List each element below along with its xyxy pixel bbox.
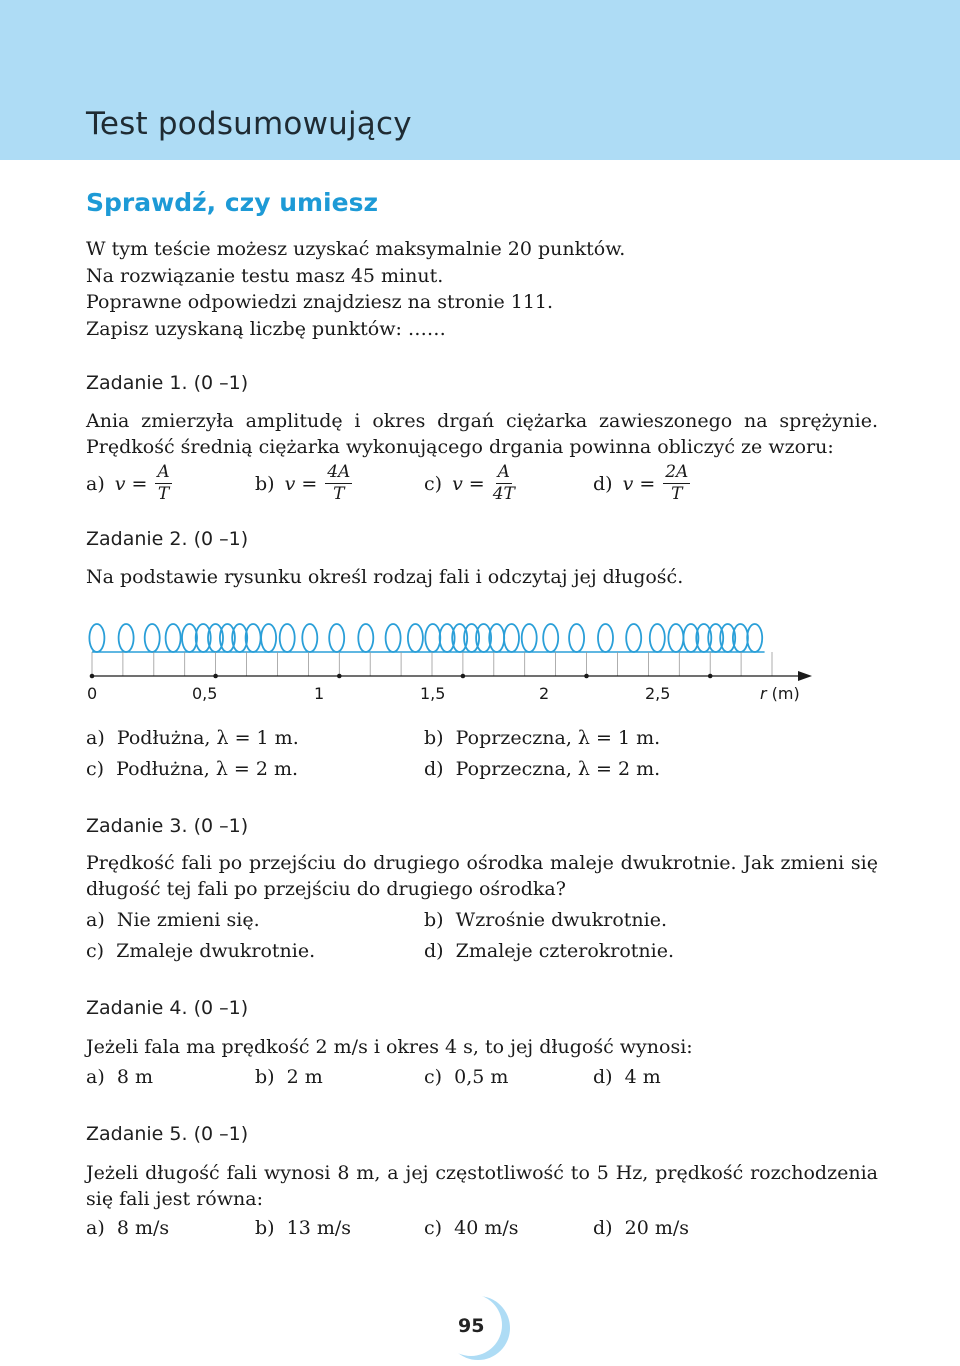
spring-coil [747,624,762,652]
fraction-denominator: T [157,484,170,504]
fraction-numerator: 2A [665,462,689,482]
spring-coil [261,624,276,652]
axis-tick-label: 2 [539,684,550,703]
axis-tick-label: 2,5 [645,684,671,703]
option-label: d) [424,940,444,962]
spring-coils [89,624,764,652]
option-text: 13 m/s [286,1217,352,1239]
task1-text: Ania zmierzyła amplitudę i okres drgań ciężarka zawieszonego na sprężynie. Prędkość średnią ciężarka wykonującego drgania powinna obliczyć ze wzoru: [86,410,878,458]
task4-heading: Zadanie 4. (0 –1) [86,997,249,1019]
option-label: d) [593,1217,613,1239]
option-text: Zmaleje czterokrotnie. [455,940,675,962]
option-label: d) [593,1066,613,1088]
task1-option-c[interactable] [424,462,515,505]
task3-option-d[interactable] [424,940,674,962]
axis-unit-var: r [760,684,767,703]
task3-text: Prędkość fali po przejściu do drugiego ośrodka maleje dwukrotnie. Jak zmieni się długość tej fali po przejściu do drugiego ośrodka? [86,852,878,900]
spring-coil [569,624,584,652]
spring-coil [386,624,401,652]
option-label: c) [86,940,105,962]
spring-coil [166,624,181,652]
task3-option-b[interactable] [424,909,667,931]
fraction [325,462,352,505]
option-text: 8 m [116,1066,153,1088]
option-label: d) [593,472,613,495]
formula-eq: = [639,472,656,495]
option-label: c) [424,1217,443,1239]
spring-coil [280,624,295,652]
fraction [493,462,515,505]
task1-option-b[interactable] [255,462,352,505]
fraction-numerator: A [157,462,170,482]
r-axis-arrow-icon [798,671,812,681]
option-text: Podłużna, λ = 1 m. [116,727,299,749]
spring-coil [504,624,519,652]
spring-coil [668,624,683,652]
formula-var: v [114,472,126,495]
intro-line: Poprawne odpowiedzi znajdziesz na stronie 111. [86,291,554,313]
option-label: c) [86,758,105,780]
option-text: Podłużna, λ = 2 m. [116,758,299,780]
task5-option-a[interactable] [86,1217,169,1239]
option-text: 8 m/s [116,1217,170,1239]
fraction-numerator: A [497,462,510,482]
formula-var: v [284,472,296,495]
spring-coil [329,624,344,652]
option-text: Poprzeczna, λ = 2 m. [455,758,661,780]
task2-option-b[interactable] [424,727,660,749]
spring-coil [543,624,558,652]
spring-coil [302,624,317,652]
option-text: 4 m [624,1066,661,1088]
option-text: Zmaleje dwukrotnie. [116,940,316,962]
task5-text: Jeżeli długość fali wynosi 8 m, a jej częstotliwość to 5 Hz, prędkość rozchodzenia się fali jest równa: [86,1162,878,1210]
section-title: Sprawdź, czy umiesz [86,188,379,217]
axis-unit: (m) [771,684,800,703]
page-number: 95 [458,1315,485,1337]
option-label: a) [86,1217,105,1239]
option-label: b) [255,1066,275,1088]
option-text: 40 m/s [454,1217,519,1239]
option-label: d) [424,758,444,780]
formula-eq: = [131,472,148,495]
spring-coil [182,624,197,652]
spring-wave-figure [80,612,820,684]
option-label: b) [255,1217,275,1239]
formula-eq: = [301,472,318,495]
task2-option-c[interactable] [86,758,298,780]
option-label: a) [86,1066,105,1088]
spring-coil [626,624,641,652]
spring-coil [425,624,440,652]
task2-option-a[interactable] [86,727,299,749]
task4-option-a[interactable] [86,1066,153,1088]
task2-option-d[interactable] [424,758,660,780]
axis-grid [90,652,772,678]
option-text: Poprzeczna, λ = 1 m. [455,727,661,749]
spring-coil [522,624,537,652]
spring-coil [145,624,160,652]
option-label: c) [424,1066,443,1088]
option-label: b) [255,472,275,495]
task2-heading: Zadanie 2. (0 –1) [86,528,249,550]
task4-option-d[interactable] [593,1066,661,1088]
fraction-numerator: 4A [327,462,351,482]
intro-line: Na rozwiązanie testu masz 45 minut. [86,264,444,287]
task4-option-c[interactable] [424,1066,508,1088]
task4-option-b[interactable] [255,1066,323,1088]
intro-line: W tym teście możesz uzyskać maksymalnie 20 punktów. [86,238,626,260]
intro-text [86,236,625,342]
option-text: 0,5 m [454,1066,509,1088]
formula-var: v [622,472,634,495]
spring-coil [358,624,373,652]
option-label: c) [424,472,443,495]
task2-text: Na podstawie rysunku określ rodzaj fali i odczytaj jej długość. [86,566,684,588]
fraction [663,462,690,505]
task3-heading: Zadanie 3. (0 –1) [86,815,249,837]
task4-text: Jeżeli fala ma prędkość 2 m/s i okres 4 s, to jej długość wynosi: [86,1036,693,1058]
fraction-denominator: T [671,484,683,504]
spring-coil [598,624,613,652]
axis-tick-label: 1,5 [420,684,446,703]
spring-coil [89,624,104,652]
option-text: Nie zmieni się. [116,909,260,931]
formula-var: v [452,472,463,495]
option-label: a) [86,472,105,495]
option-label: a) [86,909,105,931]
task5-option-b[interactable] [255,1217,351,1239]
axis-tick-label: 1 [314,684,325,703]
task1-heading: Zadanie 1. (0 –1) [86,372,249,394]
intro-line: Zapisz uzyskaną liczbę punktów: …… [86,317,446,340]
option-label: a) [86,727,105,749]
formula-eq: = [468,472,485,495]
task1-option-d[interactable] [593,462,690,505]
option-text: Wzrośnie dwukrotnie. [455,909,668,931]
option-label: b) [424,727,444,749]
fraction-denominator: 4T [492,484,515,504]
task1-option-a[interactable] [86,462,172,505]
task5-heading: Zadanie 5. (0 –1) [86,1123,249,1145]
option-label: b) [424,909,444,931]
task3-option-a[interactable] [86,909,260,931]
spring-coil [408,624,423,652]
fraction-denominator: T [333,484,345,504]
axis-tick-label: 0 [87,684,98,703]
fraction [155,462,171,505]
option-text: 2 m [286,1066,323,1088]
spring-coil [650,624,665,652]
spring-coil [119,624,134,652]
axis-tick-label: 0,5 [192,684,218,703]
page-title: Test podsumowujący [86,106,412,142]
task3-option-c[interactable] [86,940,315,962]
task5-option-d[interactable] [593,1217,689,1239]
axis-unit-label [760,684,800,703]
option-text: 20 m/s [624,1217,690,1239]
task5-option-c[interactable] [424,1217,519,1239]
